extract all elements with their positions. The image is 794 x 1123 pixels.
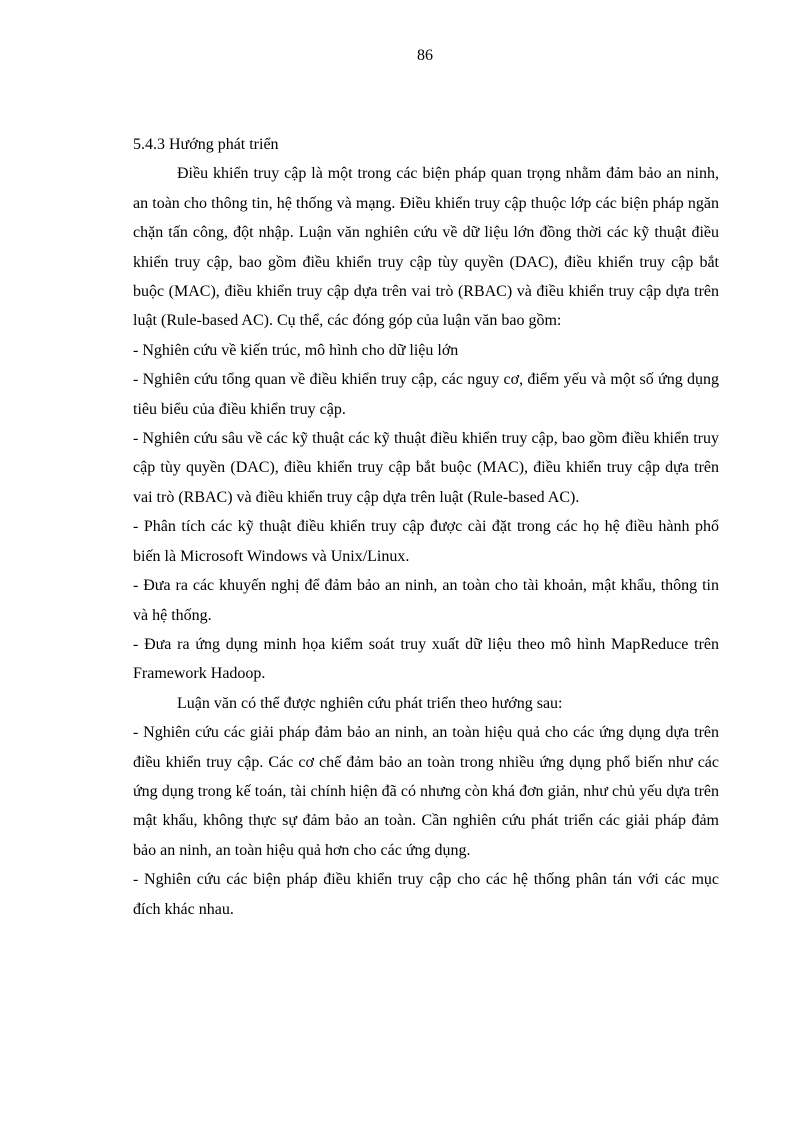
future-work-item: - Nghiên cứu các giải pháp đảm bảo an ninh, an toàn hiệu quả cho các ứng dụng dựa trên điều khiển truy cập. Các cơ chế đảm bảo an toàn trong nhiều ứng dụng phổ biến như các ứng dụng trong kế toán, tài chính hiện đã có nhưng còn khá đơn giản, như chủ yếu dựa trên mật khẩu, không thực sự đảm bảo an toàn. Cần nghiên cứu phát triển các giải pháp đảm bảo an ninh, an toàn hiệu quả hơn cho các ứng dụng. — [133, 724, 719, 859]
contribution-item: - Phân tích các kỹ thuật điều khiển truy cập được cài đặt trong các họ hệ điều hành phổ biến là Microsoft Windows và Unix/Linux. — [133, 518, 719, 565]
contribution-item: - Nghiên cứu tổng quan về điều khiển truy cập, các nguy cơ, điểm yếu và một số ứng dụng tiêu biểu của điều khiển truy cập. — [133, 371, 719, 418]
contribution-item: - Nghiên cứu về kiến trúc, mô hình cho dữ liệu lớn — [133, 341, 459, 359]
future-work-item: - Nghiên cứu các biện pháp điều khiển truy cập cho các hệ thống phân tán với các mục đích khác nhau. — [133, 871, 719, 918]
contribution-item: - Nghiên cứu sâu về các kỹ thuật các kỹ thuật điều khiển truy cập, bao gồm điều khiển truy cập tùy quyền (DAC), điều khiển truy cập bắt buộc (MAC), điều khiển truy cập dựa trên vai trò (RBAC) và điều khiển truy cập dựa trên luật (Rule-based AC). — [133, 430, 719, 506]
document-body — [133, 130, 719, 924]
intro-paragraph: Điều khiển truy cập là một trong các biện pháp quan trọng nhằm đảm bảo an ninh, an toàn cho thông tin, hệ thống và mạng. Điều khiển truy cập thuộc lớp các biện pháp ngăn chặn tấn công, đột nhập. Luận văn nghiên cứu về dữ liệu lớn đồng thời các kỹ thuật điều khiển truy cập, bao gồm điều khiển truy cập tùy quyền (DAC), điều khiển truy cập bắt buộc (MAC), điều khiển truy cập dựa trên vai trò (RBAC) và điều khiển truy cập dựa trên luật (Rule-based AC). Cụ thể, các đóng góp của luận văn bao gồm: — [133, 165, 719, 330]
contribution-item: - Đưa ra ứng dụng minh họa kiểm soát truy xuất dữ liệu theo mô hình MapReduce trên Framework Hadoop. — [133, 635, 719, 683]
section-title: 5.4.3 Hướng phát triển — [133, 136, 279, 153]
future-work-intro: Luận văn có thể được nghiên cứu phát triển theo hướng sau: — [177, 694, 563, 712]
page-number: 86 — [417, 47, 433, 64]
contribution-item: - Đưa ra các khuyến nghị để đảm bảo an ninh, an toàn cho tài khoản, mật khẩu, thông tin và hệ thống. — [133, 577, 719, 624]
